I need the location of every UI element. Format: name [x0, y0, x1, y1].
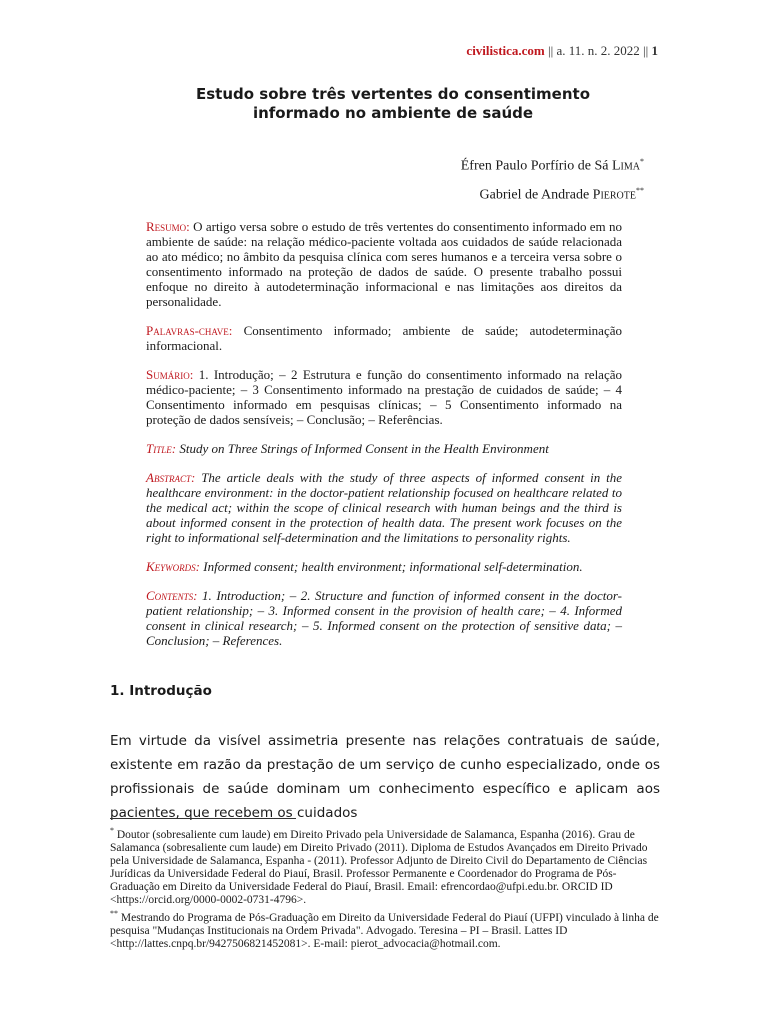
- volume-issue: a. 11. n. 2. 2022: [556, 43, 640, 58]
- footnote-mark: *: [640, 157, 644, 166]
- sumario-text: 1. Introdução; – 2 Estrutura e função do consentimento informado na relação médico-paciente; – 3 Consentimento informado na prestação de cuidados de saúde; – 4 Consentimento informado em pesquisas clínicas; – 5 Consentimento informado na proteção de dados sensíveis; – Conclusão; – Referências.: [146, 367, 622, 427]
- contents-en-text: 1. Introduction; – 2. Structure and function of informed consent in the doctor-patient relationship; – 3. Informed consent in the provision of health care; – 4. Informed consent in clinical research; – 5. Informed consent on the protection of sensitive data; – Conclusion; – References.: [146, 588, 622, 648]
- footnotes: [110, 824, 660, 951]
- abstract-en-paragraph: [146, 470, 622, 545]
- footnote-mark: *: [110, 826, 114, 835]
- palavras-chave-text: Consentimento informado; ambiente de saúde; autodeterminação informacional.: [146, 323, 622, 353]
- footnote-text: Mestrando do Programa de Pós-Graduação em Direito da Universidade Federal do Piauí (UFPI) vinculado à linha de pesquisa "Mudanças Institucionais na Ordem Privada". Advogado. Teresina – PI – Brasil. Lattes ID <http://lattes.cnpq.br/9427506821452081>. E-mail: pierot_advocacia@hotmail.com.: [110, 911, 659, 950]
- keywords-en-text: Informed consent; health environment; informational self-determination.: [200, 559, 583, 574]
- palavras-chave-paragraph: [146, 323, 622, 353]
- page-number: 1: [651, 43, 658, 58]
- footnote-mark: **: [636, 185, 644, 195]
- article-title: [0, 85, 768, 123]
- author-given-name: Gabriel de Andrade: [479, 187, 593, 203]
- contents-en-paragraph: [146, 588, 622, 648]
- abstract-en-label: Abstract:: [146, 470, 196, 485]
- author-family-name: Pierote: [592, 187, 636, 203]
- section-heading: 1. Introdução: [110, 683, 212, 699]
- author-list: [461, 150, 644, 207]
- title-en-text: Study on Three Strings of Informed Consent in the Health Environment: [176, 441, 549, 456]
- author-given-name: Éfren Paulo Porfírio de Sá: [460, 158, 612, 174]
- author-2: [461, 179, 644, 208]
- footnote-text: Doutor (sobresaliente cum laude) em Direito Privado pela Universidade de Salamanca, Espanha (2016). Grau de Salamanca (sobresaliente cum laude) em Direito Privado (2011). Diploma de Estudos Avançados em Direito Privado pela Universidade de Salamanca, Espanha - (2011). Professor Adjunto de Direito Civil do Departamento de Ciências Jurídicas da Universidade Federal do Piauí, Brasil. Professor Permanente e Coordenador do Programa de Pós-Graduação em Direito da Universidade Federal do Piauí, Brasil. Email: efrencordao@ufpi.edu.br. ORCID ID <https://orcid.org/0000-0002-0731-4796>.: [110, 828, 648, 906]
- author-1: [461, 150, 644, 179]
- journal-site-name: civilistica.com: [466, 43, 545, 58]
- body-paragraph: Em virtude da visível assimetria presente nas relações contratuais de saúde, existente em razão da prestação de um serviço de cunho especializado, onde os profissionais de saúde dominam um conhecimento específico e aplicam aos pacientes, que recebem os cuidados: [110, 733, 660, 821]
- resumo-label: Resumo:: [146, 219, 190, 234]
- header-separator: ||: [639, 43, 652, 58]
- title-en-label: Title:: [146, 441, 177, 456]
- title-en-paragraph: [146, 441, 622, 456]
- sumario-paragraph: [146, 367, 622, 427]
- running-header: [466, 43, 658, 59]
- contents-en-label: Contents:: [146, 588, 198, 603]
- author-family-name: Lima: [612, 158, 640, 174]
- footnote-mark: **: [110, 908, 118, 918]
- header-separator: ||: [544, 43, 557, 58]
- keywords-en-paragraph: [146, 559, 622, 574]
- footnote-1: [110, 824, 660, 907]
- footnote-2: [110, 907, 660, 951]
- footnote-divider: [110, 818, 296, 819]
- keywords-en-label: Keywords:: [146, 559, 200, 574]
- resumo-paragraph: [146, 219, 622, 309]
- resumo-text: O artigo versa sobre o estudo de três vertentes do consentimento informado em no ambiente de saúde: na relação médico-paciente voltada aos cuidados de saúde relacionada ao ato médico; no âmbito da pesquisa clínica com seres humanos e a terceira versa sobre o consentimento informado na proteção de dados de saúde. O presente trabalho possui enfoque no direito à autodeterminação informacional e nas limitações aos direitos da personalidade.: [146, 219, 622, 309]
- article-title-line: informado no ambiente de saúde: [252, 104, 534, 122]
- sumario-label: Sumário:: [146, 367, 194, 382]
- palavras-chave-label: Palavras-chave:: [146, 323, 233, 338]
- abstract-en-text: The article deals with the study of three aspects of informed consent in the healthcare environment: in the doctor-patient relationship focused on healthcare related to the medical act; within the scope of clinical research with human beings and the third is about informed consent in the protection of health data. The present work focuses on the right to informational self-determination and the limitations to personality rights.: [146, 470, 622, 545]
- article-title-line: Estudo sobre três vertentes do consentimento: [196, 85, 590, 103]
- abstract-block: [146, 219, 622, 662]
